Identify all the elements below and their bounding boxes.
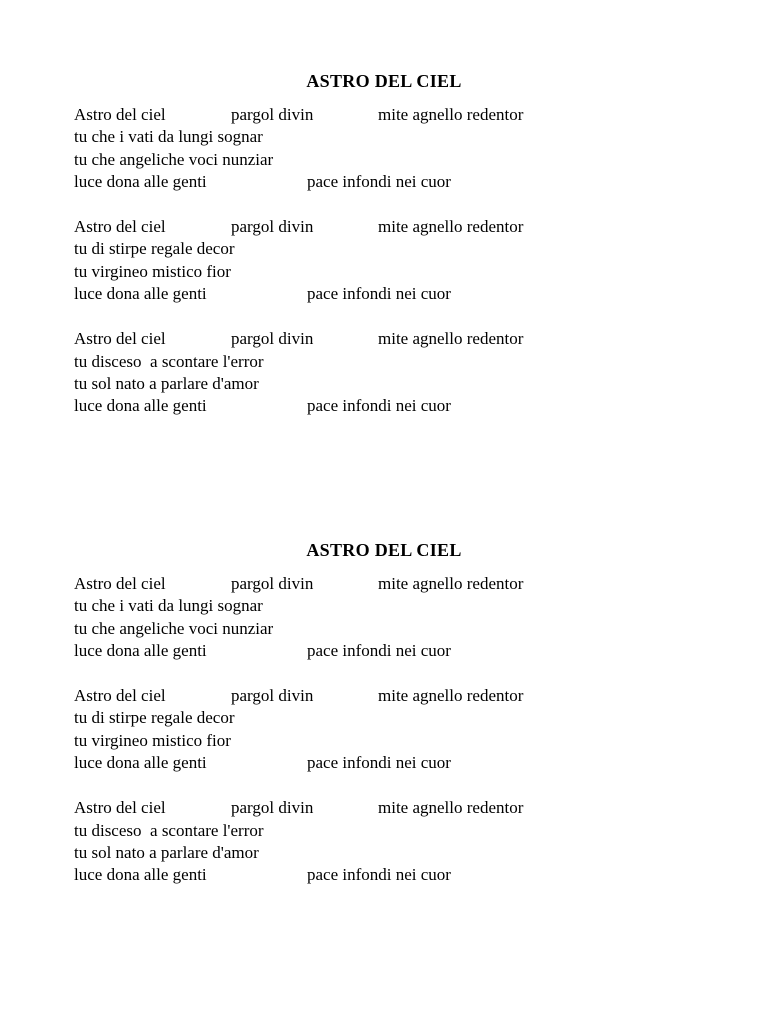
refrain-part-1: Astro del ciel <box>74 105 166 124</box>
song-copy-2 <box>0 539 768 910</box>
verse-line: tu virgineo mistico fior <box>74 730 231 750</box>
verse-line: tu di stirpe regale decor <box>74 708 235 728</box>
refrain-part-2: pargol divin <box>231 798 314 818</box>
verse-line: tu che angeliche voci nunziar <box>74 149 274 169</box>
refrain-part-1: Astro del ciel <box>74 217 166 237</box>
stanza-2 <box>0 216 768 305</box>
stanza-3 <box>0 797 768 886</box>
verse-line: tu che angeliche voci nunziar <box>74 618 274 638</box>
stanza-2 <box>0 685 768 774</box>
refrain-part-1: Astro del ciel <box>74 798 166 818</box>
refrain-line <box>74 797 768 819</box>
refrain-part-3: mite agnello redentor <box>378 574 524 593</box>
refrain-part-2: pargol divin <box>231 574 314 593</box>
verse-line: tu che i vati da lungi sognar <box>74 596 263 616</box>
refrain-part-2: pargol divin <box>231 105 314 124</box>
closing-part-1: luce dona alle genti <box>74 171 207 191</box>
refrain-line <box>74 685 768 707</box>
closing-part-2: pace infondi nei cuor <box>307 640 451 660</box>
closing-part-1: luce dona alle genti <box>74 396 207 416</box>
verse-line: tu che i vati da lungi sognar <box>74 127 263 147</box>
refrain-part-1: Astro del ciel <box>74 686 166 706</box>
refrain-line <box>74 104 768 126</box>
closing-line <box>74 864 768 886</box>
closing-part-2: pace infondi nei cuor <box>307 171 451 191</box>
song-copy-1 <box>0 70 768 441</box>
refrain-part-2: pargol divin <box>231 217 314 237</box>
verse-line: tu di stirpe regale decor <box>74 239 235 259</box>
closing-part-2: pace infondi nei cuor <box>307 396 451 416</box>
closing-line <box>74 395 768 417</box>
refrain-line <box>74 573 768 595</box>
stanza-1 <box>0 573 768 662</box>
song-title: ASTRO DEL CIEL <box>306 540 462 560</box>
song-title: ASTRO DEL CIEL <box>306 71 462 91</box>
verse-line: tu sol nato a parlare d'amor <box>74 842 259 862</box>
closing-line <box>74 171 768 193</box>
stanza-1 <box>0 104 768 193</box>
refrain-part-1: Astro del ciel <box>74 574 166 593</box>
closing-part-2: pace infondi nei cuor <box>307 284 451 304</box>
refrain-part-1: Astro del ciel <box>74 329 166 349</box>
refrain-part-2: pargol divin <box>231 329 314 349</box>
refrain-part-3: mite agnello redentor <box>378 798 524 818</box>
stanza-3 <box>0 328 768 417</box>
closing-part-2: pace infondi nei cuor <box>307 865 451 885</box>
refrain-part-3: mite agnello redentor <box>378 105 524 124</box>
closing-part-1: luce dona alle genti <box>74 284 207 304</box>
closing-line <box>74 283 768 305</box>
verse-line: tu sol nato a parlare d'amor <box>74 373 259 393</box>
closing-part-2: pace infondi nei cuor <box>307 753 451 773</box>
closing-line <box>74 752 768 774</box>
verse-line: tu virgineo mistico fior <box>74 261 231 281</box>
refrain-line <box>74 328 768 350</box>
verse-line: tu disceso a scontare l'error <box>74 820 264 840</box>
refrain-part-3: mite agnello redentor <box>378 686 524 706</box>
refrain-part-3: mite agnello redentor <box>378 217 524 237</box>
refrain-part-2: pargol divin <box>231 686 314 706</box>
closing-part-1: luce dona alle genti <box>74 753 207 773</box>
refrain-line <box>74 216 768 238</box>
verse-line: tu disceso a scontare l'error <box>74 351 264 371</box>
refrain-part-3: mite agnello redentor <box>378 329 524 349</box>
closing-part-1: luce dona alle genti <box>74 640 207 660</box>
closing-line <box>74 640 768 662</box>
closing-part-1: luce dona alle genti <box>74 865 207 885</box>
